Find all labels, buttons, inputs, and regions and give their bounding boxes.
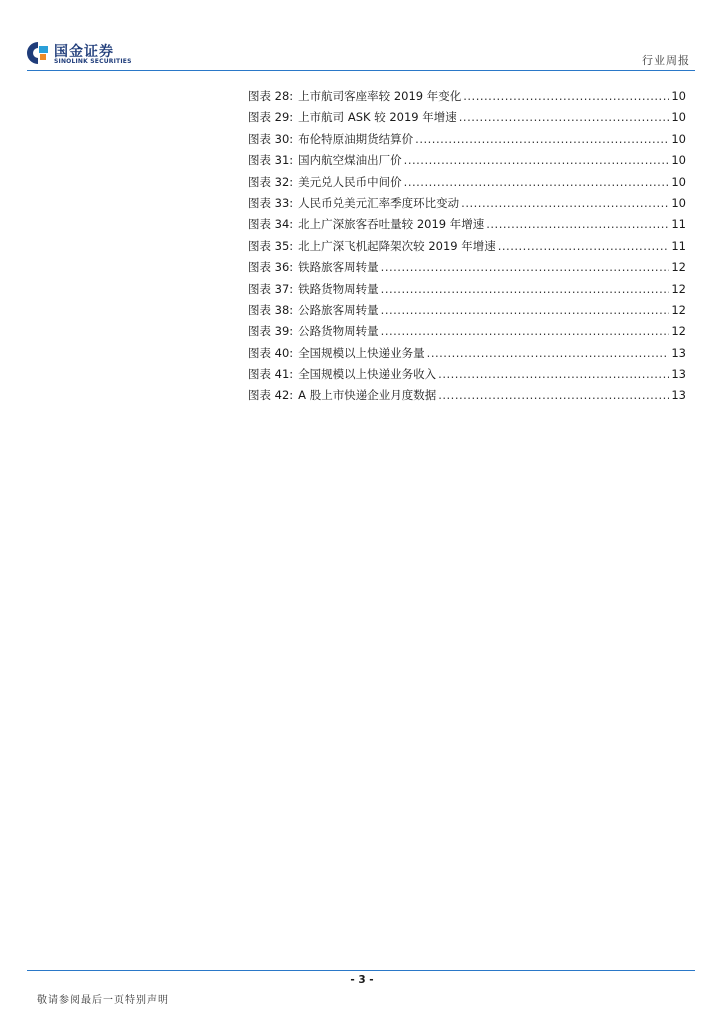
toc-entry[interactable] xyxy=(248,238,686,259)
page-ref: 12 xyxy=(671,281,686,296)
toc-entry[interactable] xyxy=(248,216,686,237)
dot-leader xyxy=(427,346,670,360)
page-ref: 12 xyxy=(671,302,686,317)
figure-label: 图表 40: xyxy=(248,345,294,360)
figure-title: 公路旅客周转量 xyxy=(298,302,379,317)
toc-entry[interactable] xyxy=(248,109,686,130)
dot-leader xyxy=(463,89,669,103)
toc-entry[interactable] xyxy=(248,259,686,280)
figure-title: 上市航司客座率较 2019 年变化 xyxy=(298,89,462,103)
dot-leader xyxy=(459,110,670,124)
figure-label: 图表 37: xyxy=(248,281,294,296)
figure-title: A 股上市快递企业月度数据 xyxy=(298,388,437,403)
figure-title: 国内航空煤油出厂价 xyxy=(298,153,402,168)
toc-entry[interactable] xyxy=(248,195,686,216)
dot-leader xyxy=(381,260,670,274)
figure-title: 北上广深旅客吞吐量较 2019 年增速 xyxy=(298,217,485,232)
toc-entry[interactable] xyxy=(248,366,686,387)
figure-label: 图表 39: xyxy=(248,324,294,339)
footer-divider xyxy=(27,970,695,971)
figure-label: 图表 36: xyxy=(248,260,294,275)
dot-leader xyxy=(486,217,669,231)
page-ref: 12 xyxy=(671,260,686,275)
page-ref: 10 xyxy=(671,89,686,103)
dot-leader xyxy=(381,303,670,317)
toc-entry[interactable] xyxy=(248,323,686,344)
page-ref: 13 xyxy=(671,345,686,360)
dot-leader xyxy=(381,282,670,296)
figure-list xyxy=(248,88,686,409)
page-ref: 10 xyxy=(671,174,686,189)
disclaimer-note: 敬请参阅最后一页特别声明 xyxy=(37,995,169,1006)
toc-entry[interactable] xyxy=(248,387,686,408)
figure-title: 人民币兑美元汇率季度环比变动 xyxy=(298,195,460,210)
dot-leader xyxy=(438,367,669,381)
figure-title: 全国规模以上快递业务量 xyxy=(298,345,425,360)
figure-title: 公路货物周转量 xyxy=(298,324,379,339)
figure-title: 北上广深飞机起降架次较 2019 年增速 xyxy=(298,238,496,253)
company-logo xyxy=(27,41,167,67)
dot-leader xyxy=(381,324,670,338)
toc-entry[interactable] xyxy=(248,302,686,323)
figure-label: 图表 30: xyxy=(248,131,294,146)
figure-label: 图表 28: xyxy=(248,89,294,103)
figure-title: 全国规模以上快递业务收入 xyxy=(298,367,437,382)
figure-label: 图表 32: xyxy=(248,174,294,189)
toc-entry[interactable] xyxy=(248,281,686,302)
page-number: - 3 - xyxy=(350,974,374,986)
dot-leader xyxy=(461,196,669,210)
page-ref: 10 xyxy=(671,131,686,146)
logo-chinese-name: 国金证券 xyxy=(54,44,114,60)
page-ref: 13 xyxy=(671,388,686,403)
figure-label: 图表 34: xyxy=(248,217,294,232)
toc-entry[interactable] xyxy=(248,88,686,109)
figure-label: 图表 38: xyxy=(248,302,294,317)
dot-leader xyxy=(404,153,670,167)
page-ref: 10 xyxy=(671,195,686,210)
figure-title: 铁路货物周转量 xyxy=(298,281,379,296)
page-ref: 10 xyxy=(671,153,686,168)
page-ref: 11 xyxy=(671,217,686,232)
figure-label: 图表 42: xyxy=(248,388,294,403)
page-ref: 13 xyxy=(671,367,686,382)
dot-leader xyxy=(498,239,670,253)
report-type: 行业周报 xyxy=(642,54,690,67)
figure-label: 图表 33: xyxy=(248,195,294,210)
figure-title: 上市航司 ASK 较 2019 年增速 xyxy=(298,110,457,125)
dot-leader xyxy=(438,388,669,402)
figure-label: 图表 31: xyxy=(248,153,294,168)
figure-label: 图表 41: xyxy=(248,367,294,382)
figure-title: 铁路旅客周转量 xyxy=(298,260,379,275)
toc-entry[interactable] xyxy=(248,345,686,366)
toc-entry[interactable] xyxy=(248,152,686,173)
dot-leader xyxy=(404,175,670,189)
figure-title: 布伦特原油期货结算价 xyxy=(298,131,414,146)
page-ref: 12 xyxy=(671,324,686,339)
figure-title: 美元兑人民币中间价 xyxy=(298,174,402,189)
figure-label: 图表 35: xyxy=(248,238,294,253)
page-header xyxy=(0,0,724,72)
sinolink-logo-icon xyxy=(27,41,49,65)
toc-entry[interactable] xyxy=(248,174,686,195)
toc-entry[interactable] xyxy=(248,131,686,152)
figure-label: 图表 29: xyxy=(248,110,294,125)
logo-english-name: SINOLINK SECURITIES xyxy=(54,58,132,65)
dot-leader xyxy=(415,132,669,146)
page-ref: 11 xyxy=(671,238,686,253)
header-divider xyxy=(27,70,695,71)
page-ref: 10 xyxy=(671,110,686,125)
